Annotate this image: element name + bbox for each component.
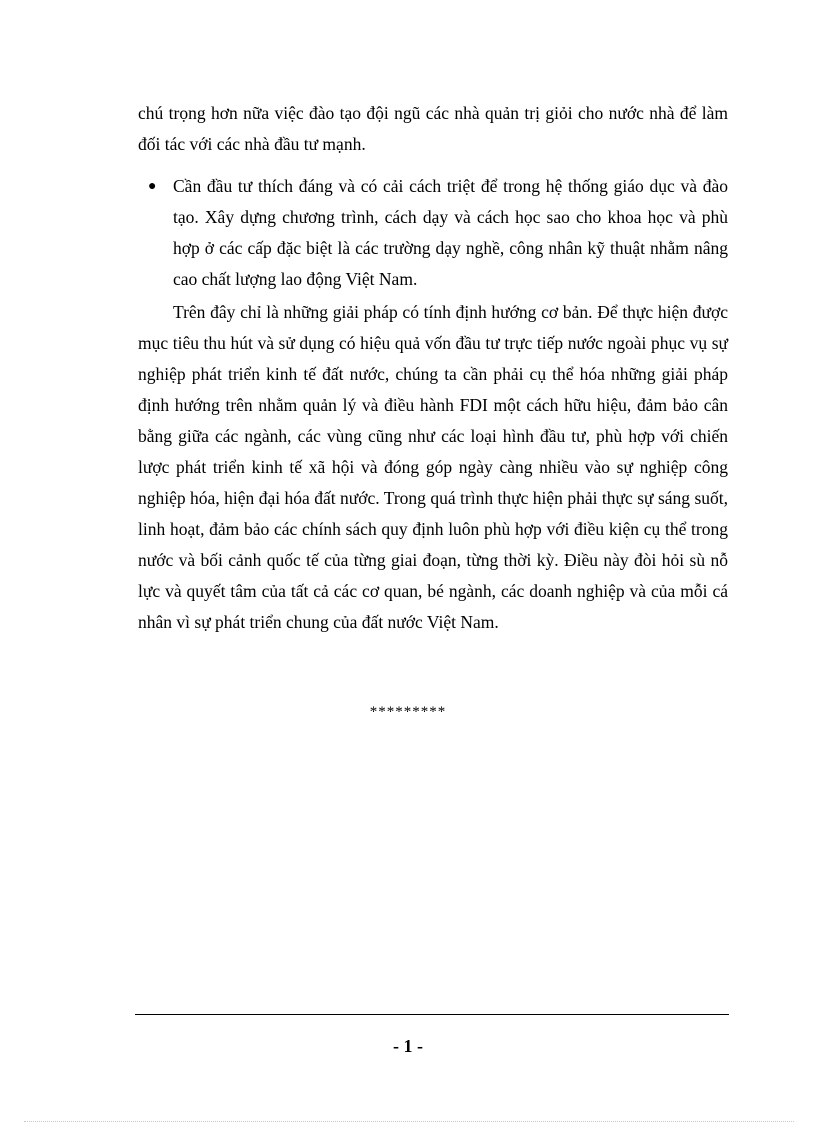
bullet-icon: ● [148,179,157,194]
paragraph-continued: chú trọng hơn nữa việc đào tạo đội ngũ các nhà quản trị giỏi cho nước nhà để làm đối tác với các nhà đầu tư mạnh. [138,103,728,154]
page-edge-divider [24,1121,794,1122]
bullet-item-text: Cần đầu tư thích đáng và có cải cách triệt để trong hệ thống giáo dục và đào tạo. Xây dựng chương trình, cách dạy và cách học sao cho khoa học và phù hợp ở các cấp đặc biệt là các trường dạy nghề, công nhân kỹ thuật nhằm nâng cao chất lượng lao động Việt Nam. [173,176,728,289]
footer-divider [135,1014,729,1015]
section-separator: ********* [369,704,447,720]
bullet-list-item [138,171,728,295]
paragraph-main: Trên đây chỉ là những giải pháp có tính định hướng cơ bản. Để thực hiện được mục tiêu thu hút và sử dụng có hiệu quả vốn đầu tư trực tiếp nước ngoài phục vụ sự nghiệp phát triển kinh tế đất nước, chúng ta cần phải cụ thể hóa những giải pháp định hướng trên nhằm quản lý và điều hành FDI một cách hữu hiệu, đảm bảo cân bằng giữa các ngành, các vùng cũng như các loại hình đầu tư, phù hợp với chiến lược phát triển kinh tế xã hội và đóng góp ngày càng nhiều vào sự nghiệp công nghiệp hóa, hiện đại hóa đất nước. Trong quá trình thực hiện phải thực sự sáng suốt, linh hoạt, đảm bảo các chính sách quy định luôn phù hợp với điều kiện cụ thể trong nước và bối cảnh quốc tế của từng giai đoạn, từng thời kỳ. Điều này đòi hỏi sù nỗ lực và quyết tâm của tất cả các cơ quan, bé ngành, các doanh nghiệp và của mỗi cá nhân vì sự phát triển chung của đất nước Việt Nam. [138,302,728,632]
page-number: - 1 - [393,1036,423,1056]
